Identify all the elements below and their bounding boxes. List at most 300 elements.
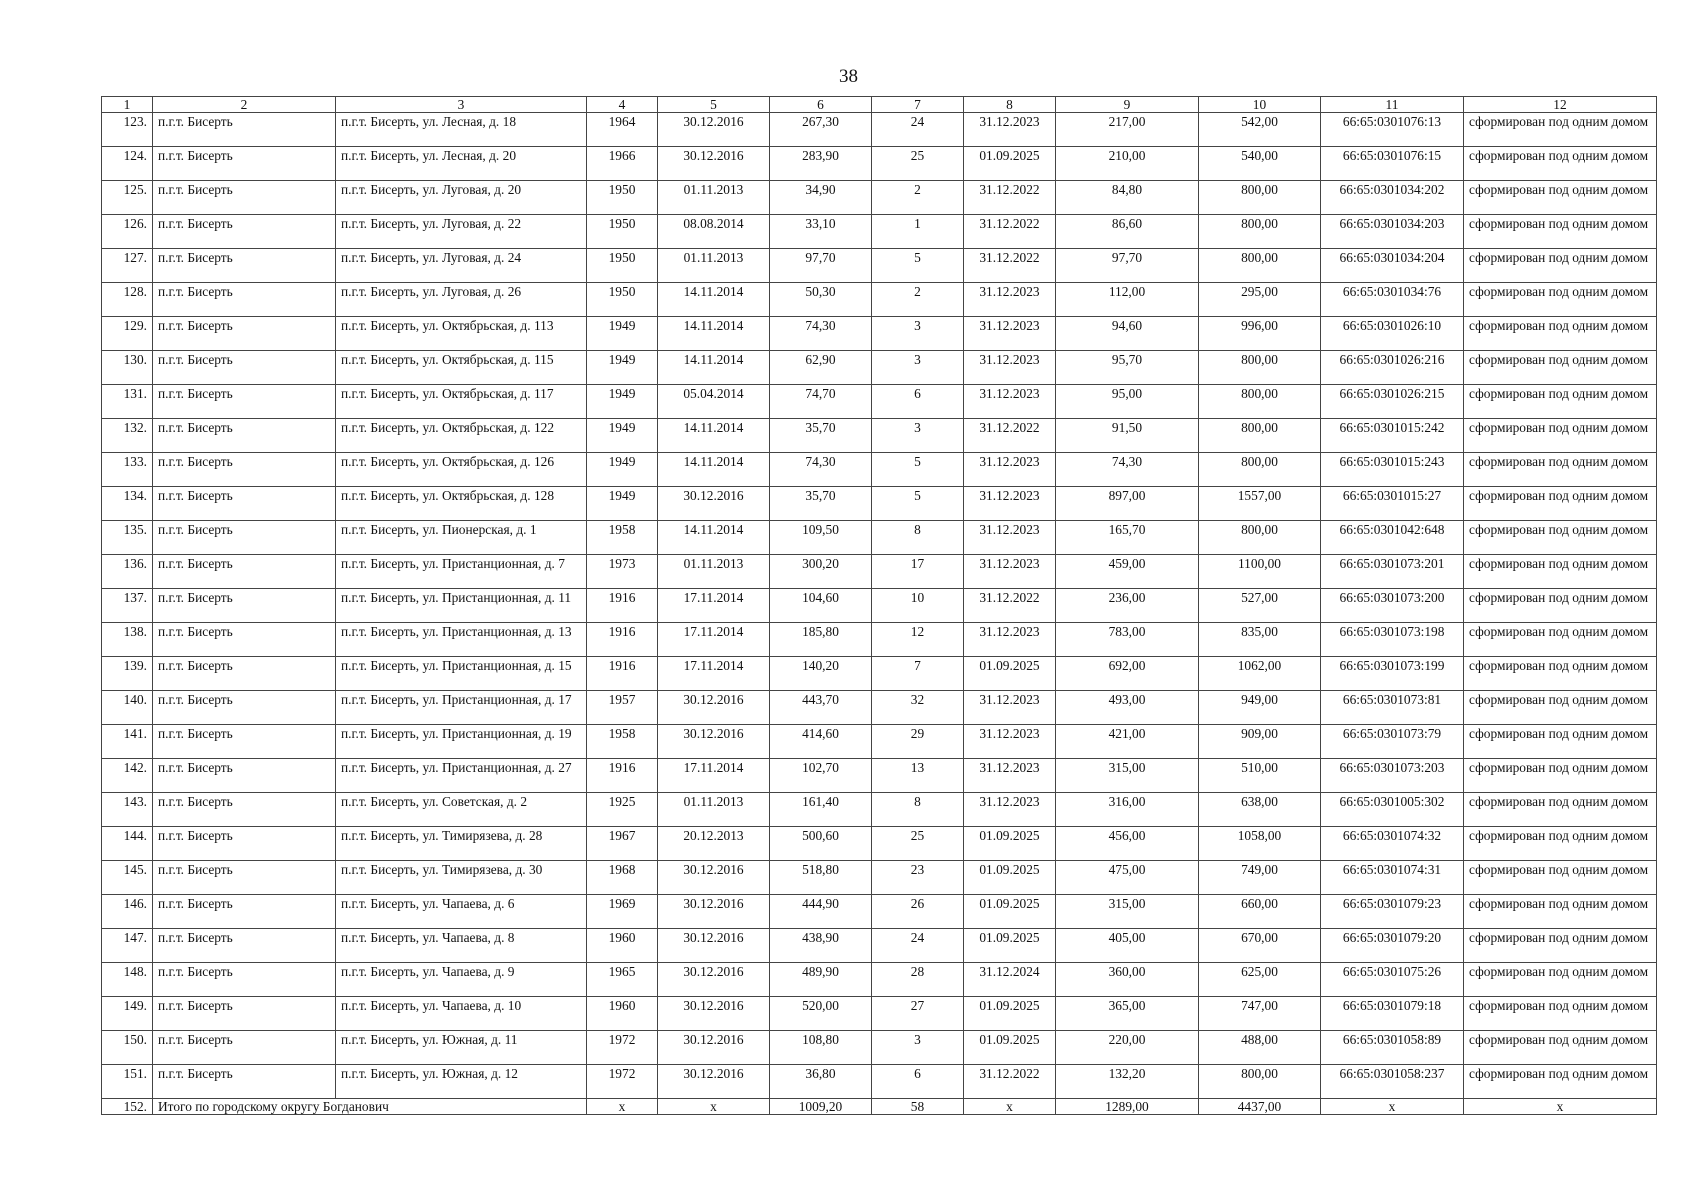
address-cell: п.г.т. Бисерть, ул. Пристанционная, д. 11 <box>336 589 587 623</box>
cadastral-number-cell: 66:65:0301042:648 <box>1321 521 1464 555</box>
cell-9-cell: 897,00 <box>1056 487 1199 521</box>
address-cell: п.г.т. Бисерть, ул. Тимирязева, д. 28 <box>336 827 587 861</box>
date-recognized-cell: 17.11.2014 <box>658 589 770 623</box>
table-row <box>102 793 1657 827</box>
date-recognized-cell: 01.11.2013 <box>658 555 770 589</box>
date-recognized-cell: 30.12.2016 <box>658 147 770 181</box>
residents-cell: 3 <box>872 419 964 453</box>
date-recognized-cell: 14.11.2014 <box>658 317 770 351</box>
cell-9-cell: 315,00 <box>1056 895 1199 929</box>
row-number-cell: 132. <box>102 419 153 453</box>
cell-9-cell: 459,00 <box>1056 555 1199 589</box>
cadastral-number-cell: 66:65:0301076:13 <box>1321 113 1464 147</box>
cell-9-cell: 84,80 <box>1056 181 1199 215</box>
row-number-cell: 123. <box>102 113 153 147</box>
cell-10-cell: 488,00 <box>1199 1031 1321 1065</box>
cell-9-cell: 456,00 <box>1056 827 1199 861</box>
column-header: 2 <box>153 97 336 113</box>
date-recognized-cell: 30.12.2016 <box>658 895 770 929</box>
table-row <box>102 827 1657 861</box>
residents-cell: 24 <box>872 113 964 147</box>
area-cell: 74,30 <box>770 453 872 487</box>
cell-9-cell: 210,00 <box>1056 147 1199 181</box>
cadastral-number-cell: 66:65:0301005:302 <box>1321 793 1464 827</box>
column-header: 3 <box>336 97 587 113</box>
area-cell: 62,90 <box>770 351 872 385</box>
relocation-date-cell: 01.09.2025 <box>964 657 1056 691</box>
row-number-cell: 140. <box>102 691 153 725</box>
cadastral-number-cell: 66:65:0301026:10 <box>1321 317 1464 351</box>
cadastral-number-cell: 66:65:0301079:20 <box>1321 929 1464 963</box>
settlement-cell: п.г.т. Бисерть <box>153 725 336 759</box>
total-label-cell: Итого по городскому округу Богданович <box>153 1099 587 1115</box>
address-cell: п.г.т. Бисерть, ул. Пионерская, д. 1 <box>336 521 587 555</box>
table-row <box>102 1031 1657 1065</box>
date-recognized-cell: 01.11.2013 <box>658 181 770 215</box>
status-cell: сформирован под одним домом <box>1464 147 1657 181</box>
cell-9-cell: 97,70 <box>1056 249 1199 283</box>
relocation-date-cell: 31.12.2022 <box>964 589 1056 623</box>
cell-9-cell: 236,00 <box>1056 589 1199 623</box>
total-value-cell: x <box>964 1099 1056 1115</box>
build-year-cell: 1960 <box>587 929 658 963</box>
cell-10-cell: 1062,00 <box>1199 657 1321 691</box>
cell-9-cell: 692,00 <box>1056 657 1199 691</box>
settlement-cell: п.г.т. Бисерть <box>153 487 336 521</box>
cell-10-cell: 835,00 <box>1199 623 1321 657</box>
relocation-date-cell: 31.12.2022 <box>964 1065 1056 1099</box>
relocation-date-cell: 31.12.2024 <box>964 963 1056 997</box>
build-year-cell: 1968 <box>587 861 658 895</box>
row-number-cell: 129. <box>102 317 153 351</box>
area-cell: 518,80 <box>770 861 872 895</box>
cadastral-number-cell: 66:65:0301074:31 <box>1321 861 1464 895</box>
table-row <box>102 589 1657 623</box>
row-number-cell: 145. <box>102 861 153 895</box>
row-number-cell: 143. <box>102 793 153 827</box>
cell-10-cell: 1557,00 <box>1199 487 1321 521</box>
cell-9-cell: 217,00 <box>1056 113 1199 147</box>
total-value-cell: 58 <box>872 1099 964 1115</box>
cell-10-cell: 747,00 <box>1199 997 1321 1031</box>
status-cell: сформирован под одним домом <box>1464 385 1657 419</box>
cadastral-number-cell: 66:65:0301034:204 <box>1321 249 1464 283</box>
build-year-cell: 1916 <box>587 623 658 657</box>
build-year-cell: 1949 <box>587 487 658 521</box>
build-year-cell: 1950 <box>587 215 658 249</box>
status-cell: сформирован под одним домом <box>1464 657 1657 691</box>
status-cell: сформирован под одним домом <box>1464 283 1657 317</box>
cell-9-cell: 91,50 <box>1056 419 1199 453</box>
cell-9-cell: 95,00 <box>1056 385 1199 419</box>
row-number-cell: 133. <box>102 453 153 487</box>
address-cell: п.г.т. Бисерть, ул. Южная, д. 12 <box>336 1065 587 1099</box>
build-year-cell: 1972 <box>587 1031 658 1065</box>
address-cell: п.г.т. Бисерть, ул. Луговая, д. 24 <box>336 249 587 283</box>
cell-10-cell: 670,00 <box>1199 929 1321 963</box>
settlement-cell: п.г.т. Бисерть <box>153 759 336 793</box>
relocation-date-cell: 31.12.2023 <box>964 453 1056 487</box>
settlement-cell: п.г.т. Бисерть <box>153 827 336 861</box>
residents-cell: 8 <box>872 793 964 827</box>
cell-10-cell: 749,00 <box>1199 861 1321 895</box>
address-cell: п.г.т. Бисерть, ул. Луговая, д. 20 <box>336 181 587 215</box>
table-row <box>102 691 1657 725</box>
date-recognized-cell: 30.12.2016 <box>658 963 770 997</box>
area-cell: 489,90 <box>770 963 872 997</box>
address-cell: п.г.т. Бисерть, ул. Октябрьская, д. 122 <box>336 419 587 453</box>
settlement-cell: п.г.т. Бисерть <box>153 419 336 453</box>
cell-9-cell: 405,00 <box>1056 929 1199 963</box>
area-cell: 97,70 <box>770 249 872 283</box>
relocation-date-cell: 31.12.2023 <box>964 725 1056 759</box>
status-cell: сформирован под одним домом <box>1464 861 1657 895</box>
date-recognized-cell: 01.11.2013 <box>658 249 770 283</box>
cell-10-cell: 800,00 <box>1199 385 1321 419</box>
cell-10-cell: 638,00 <box>1199 793 1321 827</box>
table-row <box>102 521 1657 555</box>
settlement-cell: п.г.т. Бисерть <box>153 691 336 725</box>
table-row <box>102 181 1657 215</box>
column-header: 1 <box>102 97 153 113</box>
residents-cell: 13 <box>872 759 964 793</box>
settlement-cell: п.г.т. Бисерть <box>153 249 336 283</box>
table-row <box>102 1065 1657 1099</box>
area-cell: 36,80 <box>770 1065 872 1099</box>
address-cell: п.г.т. Бисерть, ул. Пристанционная, д. 15 <box>336 657 587 691</box>
area-cell: 438,90 <box>770 929 872 963</box>
date-recognized-cell: 30.12.2016 <box>658 487 770 521</box>
cell-10-cell: 800,00 <box>1199 249 1321 283</box>
cell-10-cell: 800,00 <box>1199 351 1321 385</box>
settlement-cell: п.г.т. Бисерть <box>153 895 336 929</box>
cadastral-number-cell: 66:65:0301073:198 <box>1321 623 1464 657</box>
total-value-cell: 1009,20 <box>770 1099 872 1115</box>
cell-10-cell: 800,00 <box>1199 419 1321 453</box>
status-cell: сформирован под одним домом <box>1464 249 1657 283</box>
date-recognized-cell: 08.08.2014 <box>658 215 770 249</box>
cell-9-cell: 360,00 <box>1056 963 1199 997</box>
date-recognized-cell: 05.04.2014 <box>658 385 770 419</box>
total-row <box>102 1099 1657 1115</box>
relocation-date-cell: 31.12.2023 <box>964 113 1056 147</box>
row-number-cell: 141. <box>102 725 153 759</box>
column-header: 12 <box>1464 97 1657 113</box>
settlement-cell: п.г.т. Бисерть <box>153 555 336 589</box>
build-year-cell: 1949 <box>587 351 658 385</box>
area-cell: 300,20 <box>770 555 872 589</box>
column-header: 4 <box>587 97 658 113</box>
relocation-date-cell: 31.12.2023 <box>964 691 1056 725</box>
cell-10-cell: 1100,00 <box>1199 555 1321 589</box>
table-row <box>102 623 1657 657</box>
date-recognized-cell: 17.11.2014 <box>658 623 770 657</box>
cadastral-number-cell: 66:65:0301079:23 <box>1321 895 1464 929</box>
date-recognized-cell: 17.11.2014 <box>658 759 770 793</box>
cadastral-number-cell: 66:65:0301015:243 <box>1321 453 1464 487</box>
relocation-date-cell: 31.12.2023 <box>964 793 1056 827</box>
build-year-cell: 1958 <box>587 725 658 759</box>
cell-9-cell: 475,00 <box>1056 861 1199 895</box>
area-cell: 35,70 <box>770 487 872 521</box>
residents-cell: 2 <box>872 181 964 215</box>
settlement-cell: п.г.т. Бисерть <box>153 623 336 657</box>
cell-9-cell: 783,00 <box>1056 623 1199 657</box>
build-year-cell: 1960 <box>587 997 658 1031</box>
cell-9-cell: 112,00 <box>1056 283 1199 317</box>
date-recognized-cell: 01.11.2013 <box>658 793 770 827</box>
row-number-cell: 139. <box>102 657 153 691</box>
settlement-cell: п.г.т. Бисерть <box>153 1031 336 1065</box>
settlement-cell: п.г.т. Бисерть <box>153 963 336 997</box>
table-row <box>102 249 1657 283</box>
cell-10-cell: 510,00 <box>1199 759 1321 793</box>
cadastral-number-cell: 66:65:0301073:203 <box>1321 759 1464 793</box>
relocation-date-cell: 31.12.2023 <box>964 555 1056 589</box>
cadastral-number-cell: 66:65:0301026:216 <box>1321 351 1464 385</box>
cell-9-cell: 493,00 <box>1056 691 1199 725</box>
table-row <box>102 725 1657 759</box>
area-cell: 74,30 <box>770 317 872 351</box>
cadastral-number-cell: 66:65:0301073:79 <box>1321 725 1464 759</box>
build-year-cell: 1949 <box>587 453 658 487</box>
column-header: 10 <box>1199 97 1321 113</box>
residents-cell: 25 <box>872 827 964 861</box>
status-cell: сформирован под одним домом <box>1464 113 1657 147</box>
relocation-date-cell: 31.12.2023 <box>964 351 1056 385</box>
status-cell: сформирован под одним домом <box>1464 827 1657 861</box>
build-year-cell: 1958 <box>587 521 658 555</box>
total-value-cell: x <box>658 1099 770 1115</box>
cadastral-number-cell: 66:65:0301076:15 <box>1321 147 1464 181</box>
cell-10-cell: 800,00 <box>1199 521 1321 555</box>
settlement-cell: п.г.т. Бисерть <box>153 861 336 895</box>
address-cell: п.г.т. Бисерть, ул. Луговая, д. 26 <box>336 283 587 317</box>
settlement-cell: п.г.т. Бисерть <box>153 657 336 691</box>
address-cell: п.г.т. Бисерть, ул. Лесная, д. 18 <box>336 113 587 147</box>
status-cell: сформирован под одним домом <box>1464 691 1657 725</box>
address-cell: п.г.т. Бисерть, ул. Чапаева, д. 10 <box>336 997 587 1031</box>
cell-9-cell: 94,60 <box>1056 317 1199 351</box>
settlement-cell: п.г.т. Бисерть <box>153 283 336 317</box>
status-cell: сформирован под одним домом <box>1464 929 1657 963</box>
row-number-cell: 144. <box>102 827 153 861</box>
residents-cell: 10 <box>872 589 964 623</box>
residents-cell: 7 <box>872 657 964 691</box>
cell-10-cell: 800,00 <box>1199 181 1321 215</box>
area-cell: 140,20 <box>770 657 872 691</box>
status-cell: сформирован под одним домом <box>1464 1065 1657 1099</box>
cell-9-cell: 316,00 <box>1056 793 1199 827</box>
row-number-cell: 150. <box>102 1031 153 1065</box>
area-cell: 414,60 <box>770 725 872 759</box>
residents-cell: 27 <box>872 997 964 1031</box>
settlement-cell: п.г.т. Бисерть <box>153 113 336 147</box>
build-year-cell: 1964 <box>587 113 658 147</box>
build-year-cell: 1969 <box>587 895 658 929</box>
address-cell: п.г.т. Бисерть, ул. Чапаева, д. 8 <box>336 929 587 963</box>
row-number-cell: 138. <box>102 623 153 657</box>
cadastral-number-cell: 66:65:0301015:27 <box>1321 487 1464 521</box>
cell-9-cell: 421,00 <box>1056 725 1199 759</box>
cell-9-cell: 95,70 <box>1056 351 1199 385</box>
address-cell: п.г.т. Бисерть, ул. Пристанционная, д. 13 <box>336 623 587 657</box>
residents-cell: 23 <box>872 861 964 895</box>
total-value-cell: 1289,00 <box>1056 1099 1199 1115</box>
build-year-cell: 1949 <box>587 385 658 419</box>
cadastral-number-cell: 66:65:0301034:203 <box>1321 215 1464 249</box>
build-year-cell: 1950 <box>587 283 658 317</box>
build-year-cell: 1950 <box>587 181 658 215</box>
total-value-cell: x <box>587 1099 658 1115</box>
table-row <box>102 997 1657 1031</box>
area-cell: 33,10 <box>770 215 872 249</box>
cadastral-number-cell: 66:65:0301034:202 <box>1321 181 1464 215</box>
area-cell: 283,90 <box>770 147 872 181</box>
date-recognized-cell: 30.12.2016 <box>658 929 770 963</box>
area-cell: 102,70 <box>770 759 872 793</box>
residents-cell: 25 <box>872 147 964 181</box>
status-cell: сформирован под одним домом <box>1464 555 1657 589</box>
relocation-date-cell: 01.09.2025 <box>964 1031 1056 1065</box>
cell-9-cell: 74,30 <box>1056 453 1199 487</box>
residents-cell: 5 <box>872 487 964 521</box>
status-cell: сформирован под одним домом <box>1464 963 1657 997</box>
cell-10-cell: 295,00 <box>1199 283 1321 317</box>
housing-table <box>101 96 1657 1115</box>
cell-10-cell: 800,00 <box>1199 1065 1321 1099</box>
column-header: 11 <box>1321 97 1464 113</box>
area-cell: 35,70 <box>770 419 872 453</box>
cell-9-cell: 365,00 <box>1056 997 1199 1031</box>
cell-9-cell: 220,00 <box>1056 1031 1199 1065</box>
relocation-date-cell: 01.09.2025 <box>964 861 1056 895</box>
address-cell: п.г.т. Бисерть, ул. Чапаева, д. 6 <box>336 895 587 929</box>
cell-10-cell: 800,00 <box>1199 453 1321 487</box>
row-number-cell: 152. <box>102 1099 153 1115</box>
residents-cell: 6 <box>872 385 964 419</box>
status-cell: сформирован под одним домом <box>1464 521 1657 555</box>
address-cell: п.г.т. Бисерть, ул. Октябрьская, д. 113 <box>336 317 587 351</box>
address-cell: п.г.т. Бисерть, ул. Советская, д. 2 <box>336 793 587 827</box>
date-recognized-cell: 20.12.2013 <box>658 827 770 861</box>
date-recognized-cell: 30.12.2016 <box>658 861 770 895</box>
cell-10-cell: 542,00 <box>1199 113 1321 147</box>
status-cell: сформирован под одним домом <box>1464 759 1657 793</box>
table-row <box>102 657 1657 691</box>
status-cell: сформирован под одним домом <box>1464 623 1657 657</box>
build-year-cell: 1972 <box>587 1065 658 1099</box>
cadastral-number-cell: 66:65:0301073:199 <box>1321 657 1464 691</box>
status-cell: сформирован под одним домом <box>1464 793 1657 827</box>
cell-9-cell: 315,00 <box>1056 759 1199 793</box>
area-cell: 161,40 <box>770 793 872 827</box>
build-year-cell: 1916 <box>587 759 658 793</box>
row-number-cell: 148. <box>102 963 153 997</box>
cell-10-cell: 909,00 <box>1199 725 1321 759</box>
status-cell: сформирован под одним домом <box>1464 725 1657 759</box>
date-recognized-cell: 14.11.2014 <box>658 419 770 453</box>
relocation-date-cell: 01.09.2025 <box>964 997 1056 1031</box>
area-cell: 520,00 <box>770 997 872 1031</box>
total-value-cell: x <box>1321 1099 1464 1115</box>
residents-cell: 28 <box>872 963 964 997</box>
area-cell: 108,80 <box>770 1031 872 1065</box>
row-number-cell: 128. <box>102 283 153 317</box>
residents-cell: 26 <box>872 895 964 929</box>
residents-cell: 5 <box>872 249 964 283</box>
area-cell: 443,70 <box>770 691 872 725</box>
row-number-cell: 151. <box>102 1065 153 1099</box>
residents-cell: 6 <box>872 1065 964 1099</box>
address-cell: п.г.т. Бисерть, ул. Пристанционная, д. 19 <box>336 725 587 759</box>
cell-9-cell: 132,20 <box>1056 1065 1199 1099</box>
residents-cell: 17 <box>872 555 964 589</box>
relocation-date-cell: 01.09.2025 <box>964 147 1056 181</box>
cadastral-number-cell: 66:65:0301073:200 <box>1321 589 1464 623</box>
settlement-cell: п.г.т. Бисерть <box>153 521 336 555</box>
row-number-cell: 149. <box>102 997 153 1031</box>
settlement-cell: п.г.т. Бисерть <box>153 1065 336 1099</box>
address-cell: п.г.т. Бисерть, ул. Пристанционная, д. 27 <box>336 759 587 793</box>
row-number-cell: 125. <box>102 181 153 215</box>
address-cell: п.г.т. Бисерть, ул. Октябрьская, д. 117 <box>336 385 587 419</box>
table-row <box>102 895 1657 929</box>
date-recognized-cell: 30.12.2016 <box>658 1031 770 1065</box>
cell-9-cell: 86,60 <box>1056 215 1199 249</box>
relocation-date-cell: 31.12.2023 <box>964 521 1056 555</box>
address-cell: п.г.т. Бисерть, ул. Октябрьская, д. 115 <box>336 351 587 385</box>
settlement-cell: п.г.т. Бисерть <box>153 589 336 623</box>
address-cell: п.г.т. Бисерть, ул. Октябрьская, д. 128 <box>336 487 587 521</box>
status-cell: сформирован под одним домом <box>1464 181 1657 215</box>
residents-cell: 5 <box>872 453 964 487</box>
cell-10-cell: 540,00 <box>1199 147 1321 181</box>
column-header: 6 <box>770 97 872 113</box>
relocation-date-cell: 01.09.2025 <box>964 929 1056 963</box>
residents-cell: 3 <box>872 1031 964 1065</box>
status-cell: сформирован под одним домом <box>1464 351 1657 385</box>
table-row <box>102 385 1657 419</box>
address-cell: п.г.т. Бисерть, ул. Октябрьская, д. 126 <box>336 453 587 487</box>
build-year-cell: 1957 <box>587 691 658 725</box>
cell-10-cell: 527,00 <box>1199 589 1321 623</box>
area-cell: 185,80 <box>770 623 872 657</box>
area-cell: 444,90 <box>770 895 872 929</box>
cadastral-number-cell: 66:65:0301075:26 <box>1321 963 1464 997</box>
relocation-date-cell: 31.12.2023 <box>964 759 1056 793</box>
date-recognized-cell: 30.12.2016 <box>658 691 770 725</box>
table-row <box>102 283 1657 317</box>
settlement-cell: п.г.т. Бисерть <box>153 793 336 827</box>
area-cell: 109,50 <box>770 521 872 555</box>
address-cell: п.г.т. Бисерть, ул. Чапаева, д. 9 <box>336 963 587 997</box>
address-cell: п.г.т. Бисерть, ул. Лесная, д. 20 <box>336 147 587 181</box>
status-cell: сформирован под одним домом <box>1464 1031 1657 1065</box>
cadastral-number-cell: 66:65:0301074:32 <box>1321 827 1464 861</box>
status-cell: сформирован под одним домом <box>1464 487 1657 521</box>
row-number-cell: 127. <box>102 249 153 283</box>
area-cell: 50,30 <box>770 283 872 317</box>
build-year-cell: 1949 <box>587 419 658 453</box>
residents-cell: 12 <box>872 623 964 657</box>
cadastral-number-cell: 66:65:0301079:18 <box>1321 997 1464 1031</box>
build-year-cell: 1950 <box>587 249 658 283</box>
build-year-cell: 1925 <box>587 793 658 827</box>
settlement-cell: п.г.т. Бисерть <box>153 929 336 963</box>
row-number-cell: 137. <box>102 589 153 623</box>
residents-cell: 24 <box>872 929 964 963</box>
